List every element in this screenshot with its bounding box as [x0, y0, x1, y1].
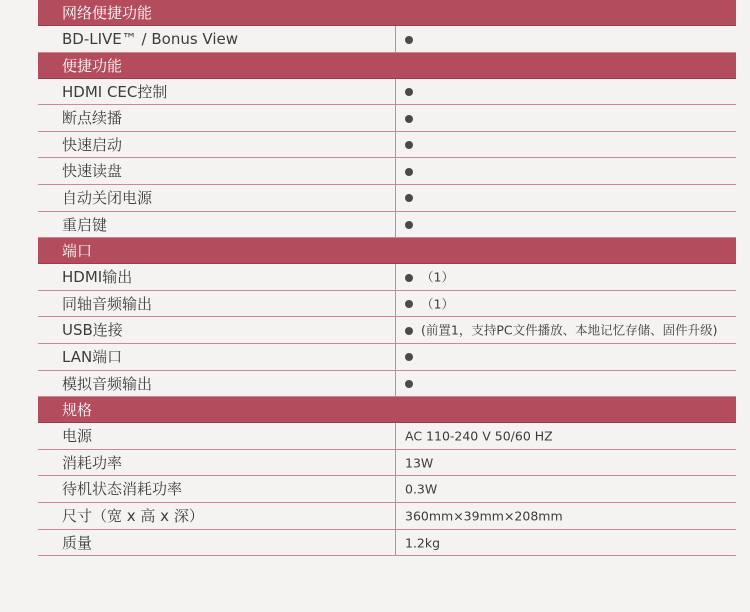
spec-value-cell: [396, 371, 736, 397]
spec-label: 质量: [38, 530, 396, 556]
spec-value: （1）: [421, 296, 454, 312]
spec-row: [38, 158, 736, 185]
section-header: 网络便捷功能: [38, 0, 736, 26]
supported-dot-icon: [405, 36, 413, 44]
spec-row: [38, 132, 736, 159]
section-header: 端口: [38, 238, 736, 264]
supported-dot-icon: [405, 300, 413, 308]
supported-dot-icon: [405, 221, 413, 229]
supported-dot-icon: [405, 88, 413, 96]
section-header: 规格: [38, 397, 736, 423]
spec-value: （1）: [421, 269, 454, 285]
spec-value-cell: [396, 264, 736, 290]
supported-dot-icon: [405, 327, 413, 335]
spec-label: 同轴音频输出: [38, 291, 396, 317]
spec-row: [38, 344, 736, 371]
spec-label: 快速启动: [38, 132, 396, 158]
spec-label: 重启键: [38, 212, 396, 238]
spec-row: [38, 371, 736, 398]
spec-value: 360mm×39mm×208mm: [405, 508, 563, 524]
spec-label: 自动关闭电源: [38, 185, 396, 211]
spec-value: 13W: [405, 455, 434, 471]
spec-label: 模拟音频输出: [38, 371, 396, 397]
spec-value-cell: [396, 212, 736, 238]
supported-dot-icon: [405, 353, 413, 361]
spec-value-cell: [396, 423, 736, 449]
spec-row: [38, 503, 736, 530]
spec-value-cell: [396, 79, 736, 105]
spec-label: HDMI输出: [38, 264, 396, 290]
spec-value-cell: [396, 476, 736, 502]
spec-row: [38, 79, 736, 106]
spec-label: 电源: [38, 423, 396, 449]
spec-row: [38, 450, 736, 477]
spec-value-cell: [396, 185, 736, 211]
spec-value-cell: [396, 132, 736, 158]
supported-dot-icon: [405, 380, 413, 388]
spec-value-cell: [396, 317, 736, 343]
spec-table: [38, 0, 736, 556]
spec-value-cell: [396, 105, 736, 131]
spec-row: [38, 530, 736, 557]
spec-label: 断点续播: [38, 105, 396, 131]
spec-value-cell: [396, 530, 736, 556]
spec-row: [38, 264, 736, 291]
spec-row: [38, 317, 736, 344]
spec-row: [38, 105, 736, 132]
spec-row: [38, 476, 736, 503]
supported-dot-icon: [405, 194, 413, 202]
supported-dot-icon: [405, 168, 413, 176]
spec-value: 0.3W: [405, 481, 438, 497]
spec-row: [38, 291, 736, 318]
spec-value-cell: [396, 344, 736, 370]
spec-row: [38, 185, 736, 212]
spec-label: 快速读盘: [38, 158, 396, 184]
spec-row: [38, 423, 736, 450]
spec-row: [38, 26, 736, 53]
spec-row: [38, 212, 736, 239]
spec-value-cell: [396, 503, 736, 529]
spec-value-cell: [396, 158, 736, 184]
spec-label: LAN端口: [38, 344, 396, 370]
spec-label: 待机状态消耗功率: [38, 476, 396, 502]
spec-label: USB连接: [38, 317, 396, 343]
supported-dot-icon: [405, 141, 413, 149]
spec-value-cell: [396, 26, 736, 52]
spec-label: HDMI CEC控制: [38, 79, 396, 105]
spec-value: (前置1，支持PC文件播放、本地记忆存储、固件升级): [421, 322, 718, 338]
spec-value: 1.2kg: [405, 535, 441, 550]
supported-dot-icon: [405, 115, 413, 123]
spec-value: AC 110-240 V 50/60 HZ: [405, 428, 553, 444]
spec-label: 尺寸（宽 x 高 x 深）: [38, 503, 396, 529]
spec-label: 消耗功率: [38, 450, 396, 476]
spec-value-cell: [396, 450, 736, 476]
spec-label: BD-LIVE™ / Bonus View: [38, 26, 396, 52]
spec-value-cell: [396, 291, 736, 317]
section-header: 便捷功能: [38, 53, 736, 79]
supported-dot-icon: [405, 274, 413, 282]
